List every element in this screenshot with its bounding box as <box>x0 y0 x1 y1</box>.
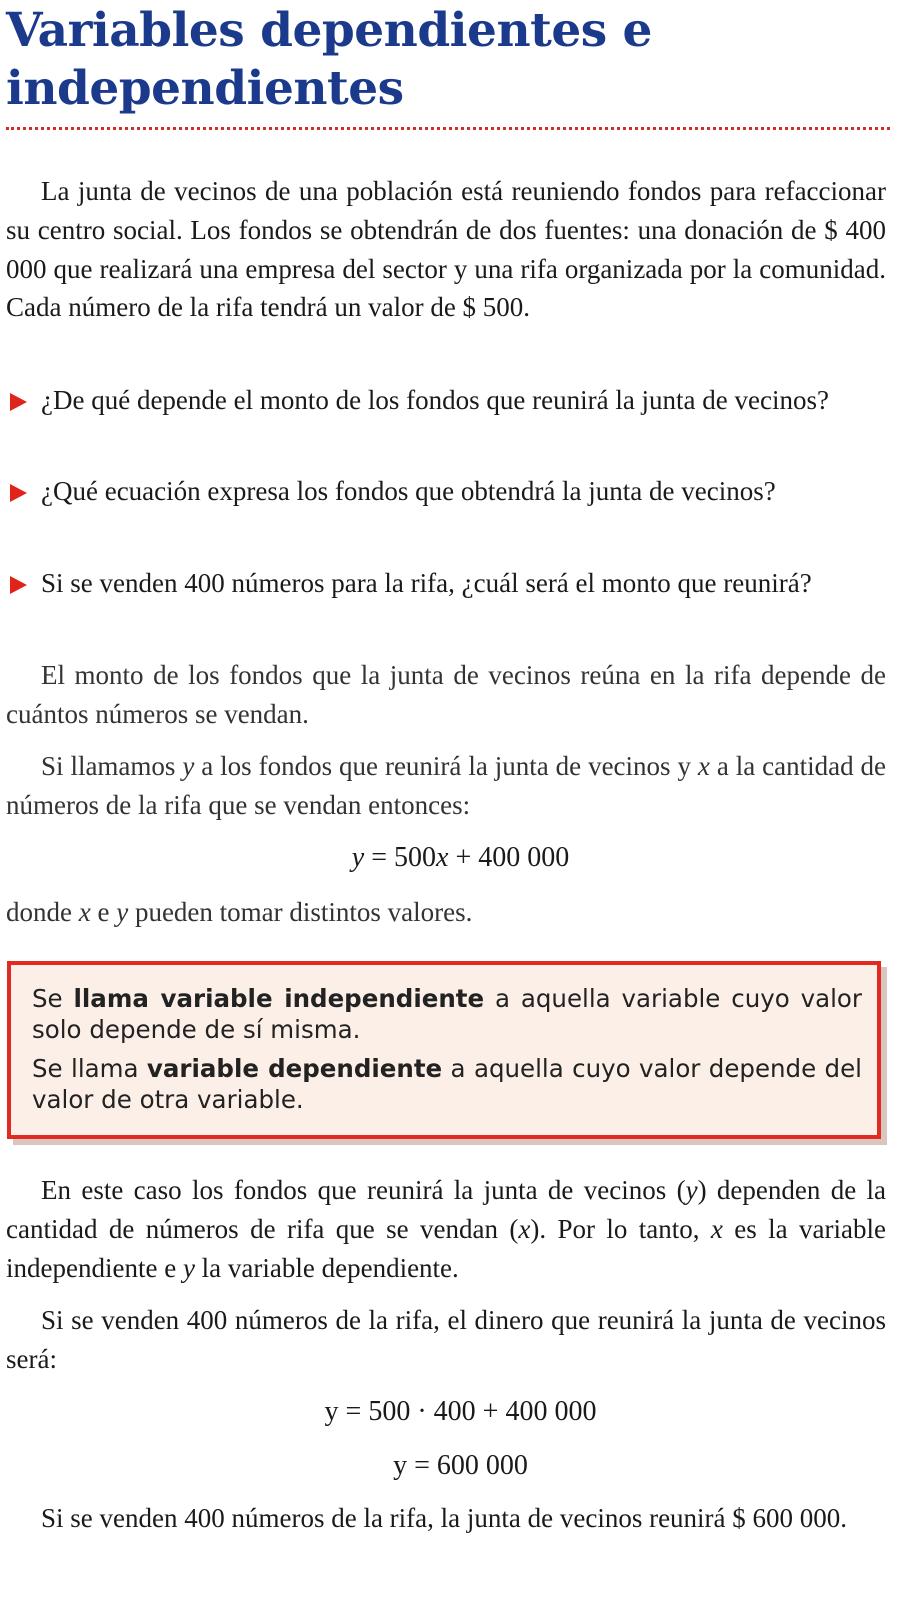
variable-x: x <box>518 1213 531 1244</box>
calc-intro-paragraph: Si se venden 400 números de la rifa, el dinero que reunirá la junta de vecinos será: <box>6 1305 886 1374</box>
text-run: es la variable independiente e <box>6 1213 886 1283</box>
variable-y: y <box>685 1175 698 1205</box>
text-run: a aquella variable cuyo valor solo depende de sí misma. <box>32 984 862 1044</box>
equation-1 <box>0 838 921 878</box>
variable-y: y <box>182 751 195 781</box>
text-run: Se llama <box>32 1054 147 1083</box>
variable-x: x <box>710 1213 723 1244</box>
text-run: a la cantidad de números de la rifa que se vendan entonces: <box>6 751 887 820</box>
variable-x: x <box>436 842 449 873</box>
term-independent: llama variable independiente <box>73 984 485 1013</box>
title-line-2: independientes <box>6 61 404 116</box>
text-run: = 500 <box>364 842 436 873</box>
title-dotted-divider <box>6 127 890 130</box>
answer-paragraph-1: El monto de los fondos que la junta de vecinos reúna en la rifa depende de cuántos números se vendan. <box>6 660 886 729</box>
text-run: a los fondos que reunirá la junta de vecinos y <box>194 751 698 781</box>
question-text: Si se venden 400 números para la rifa, ¿cuál será el monto que reunirá? <box>41 568 812 598</box>
text-run: pueden tomar distintos valores. <box>128 897 473 927</box>
title-line-1: Variables dependientes e <box>6 3 652 58</box>
text-run: e <box>90 897 117 927</box>
text-run: a aquella cuyo valor depende del valor de otra variable. <box>32 1054 862 1114</box>
variable-y: y <box>351 842 365 873</box>
text-run: En este caso los fondos que reunirá la junta de vecinos ( <box>41 1175 686 1205</box>
answer-paragraph-2 <box>6 747 886 825</box>
text-run: la variable dependiente. <box>194 1252 459 1283</box>
term-dependent: variable dependiente <box>146 1054 443 1083</box>
variable-x: x <box>697 751 710 781</box>
page-title <box>6 2 652 118</box>
question-text: ¿Qué ecuación expresa los fondos que obtendrá la junta de vecinos? <box>41 476 776 506</box>
question-text: ¿De qué depende el monto de los fondos que reunirá la junta de vecinos? <box>41 385 829 415</box>
triangle-bullet-icon <box>10 393 27 411</box>
triangle-bullet-icon <box>10 576 27 594</box>
variable-x: x <box>78 897 91 927</box>
definition-box <box>7 961 881 1139</box>
variable-y: y <box>116 897 129 927</box>
definition-dependent <box>32 1053 862 1115</box>
triangle-bullet-icon <box>10 484 27 502</box>
text-run: ) dependen de la cantidad de números de rifa que se vendan ( <box>6 1175 886 1244</box>
equation-2: y = 500 · 400 + 400 000 <box>324 1396 597 1427</box>
equation-3: y = 600 000 <box>393 1450 528 1481</box>
variable-y: y <box>182 1252 195 1283</box>
text-run: donde <box>6 897 79 927</box>
text-run: Si llamamos <box>41 751 183 781</box>
conclusion-paragraph <box>6 1171 886 1287</box>
answer-paragraph-3 <box>6 893 886 932</box>
text-run: ). Por lo tanto, <box>530 1213 711 1244</box>
text-run: + 400 000 <box>448 842 570 873</box>
text-run: Se <box>32 984 74 1013</box>
intro-paragraph: La junta de vecinos de una población está reuniendo fondos para refaccionar su centro social. Los fondos se obtendrán de dos fuentes: una donación de $ 400 000 que realizará una empresa del sector y una rifa organizada por la comunidad. Cada número de la rifa tendrá un valor de $ 500. <box>6 176 886 323</box>
definition-independent <box>32 983 862 1045</box>
final-paragraph: Si se venden 400 números de la rifa, la junta de vecinos reunirá $ 600 000. <box>41 1503 848 1533</box>
